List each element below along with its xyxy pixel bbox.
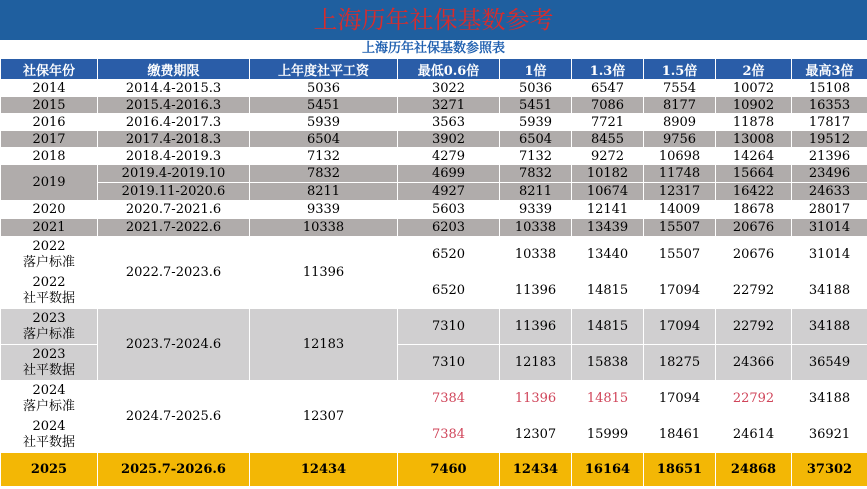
- period-cell: 2017.4-2018.3: [98, 131, 250, 148]
- base-1-3x-cell: 10674: [572, 183, 644, 201]
- base-1-3x-cell: 14815: [572, 273, 644, 309]
- max-cell: 31014: [792, 237, 867, 273]
- max-cell: 34188: [792, 309, 867, 345]
- period-cell: 2022.7-2023.6: [98, 237, 250, 309]
- period-cell: 2024.7-2025.6: [98, 381, 250, 453]
- period-cell: 2021.7-2022.6: [98, 219, 250, 237]
- header-cell[interactable]: 缴费期限: [98, 59, 250, 80]
- base-1x-cell: 8211: [500, 183, 572, 201]
- base-1x-cell: 12307: [500, 417, 572, 453]
- table-row: [1, 201, 867, 219]
- year-label-cell: [1, 309, 98, 345]
- year-text: 2023: [32, 346, 66, 362]
- base-1-3x-cell: 15838: [572, 345, 644, 381]
- min-cell: 3563: [398, 114, 500, 131]
- base-1-3x-cell: 10182: [572, 165, 644, 183]
- header-cell[interactable]: 1.5倍: [644, 59, 716, 80]
- base-2x-cell: 18678: [716, 201, 792, 219]
- base-1-5x-cell: 10698: [644, 148, 716, 165]
- base-1-5x-cell: 17094: [644, 381, 716, 417]
- avg-wage-cell: 5939: [250, 114, 398, 131]
- min-cell: 7310: [398, 345, 500, 381]
- row-type-text: 落户标准: [22, 398, 75, 414]
- base-1-5x-cell: 18461: [644, 417, 716, 453]
- header-cell[interactable]: 1.3倍: [572, 59, 644, 80]
- avg-wage-cell: 11396: [250, 237, 398, 309]
- base-1-5x-cell: 8177: [644, 97, 716, 114]
- base-1x-cell: 12183: [500, 345, 572, 381]
- header-cell[interactable]: 最低0.6倍: [398, 59, 500, 80]
- year-text: 2024: [32, 418, 66, 434]
- base-2x-cell: 22792: [716, 309, 792, 345]
- period-cell: 2019.4-2019.10: [98, 165, 250, 183]
- base-1-5x-cell: 9756: [644, 131, 716, 148]
- year-cell: 2016: [1, 114, 98, 131]
- base-1x-cell: 5036: [500, 80, 572, 97]
- year-label-cell: [1, 381, 98, 417]
- year-cell: 2019: [1, 165, 98, 201]
- min-cell: 5603: [398, 201, 500, 219]
- table-row: [1, 165, 867, 183]
- avg-wage-cell: 6504: [250, 131, 398, 148]
- table-row: [1, 309, 867, 345]
- base-1-5x-cell: 12317: [644, 183, 716, 201]
- period-cell: 2020.7-2021.6: [98, 201, 250, 219]
- row-type-text: 落户标准: [22, 326, 75, 342]
- base-1x-cell: 6504: [500, 131, 572, 148]
- min-cell: 6520: [398, 237, 500, 273]
- min-cell: 3902: [398, 131, 500, 148]
- year-text: 2024: [32, 382, 66, 398]
- row-type-text: 落户标准: [22, 254, 75, 270]
- header-cell[interactable]: 社保年份: [1, 59, 98, 80]
- table-row: [1, 381, 867, 417]
- base-1-5x-cell: 7554: [644, 80, 716, 97]
- avg-wage-cell: 5036: [250, 80, 398, 97]
- base-1-3x-cell: 8455: [572, 131, 644, 148]
- avg-wage-cell: 12434: [250, 453, 398, 487]
- year-cell: 2020: [1, 201, 98, 219]
- base-1x-cell: 11396: [500, 273, 572, 309]
- min-cell: 3022: [398, 80, 500, 97]
- max-cell: 28017: [792, 201, 867, 219]
- avg-wage-cell: 12307: [250, 381, 398, 453]
- header-cell[interactable]: 2倍: [716, 59, 792, 80]
- year-label-cell: [1, 237, 98, 273]
- period-cell: 2025.7-2026.6: [98, 453, 250, 487]
- base-2x-cell: 15664: [716, 165, 792, 183]
- row-type-text: 社平数据: [22, 362, 75, 378]
- table-row: [1, 97, 867, 114]
- min-cell: 7460: [398, 453, 500, 487]
- min-cell: 6203: [398, 219, 500, 237]
- period-cell: 2015.4-2016.3: [98, 97, 250, 114]
- header-cell[interactable]: 最高3倍: [792, 59, 867, 80]
- avg-wage-cell: 9339: [250, 201, 398, 219]
- base-1-5x-cell: 17094: [644, 309, 716, 345]
- base-2x-cell: 24868: [716, 453, 792, 487]
- base-2x-cell: 16422: [716, 183, 792, 201]
- table-row: [1, 219, 867, 237]
- period-cell: 2019.11-2020.6: [98, 183, 250, 201]
- base-2x-cell: 20676: [716, 219, 792, 237]
- table-row: [1, 80, 867, 97]
- max-cell: 15108: [792, 80, 867, 97]
- max-cell: 34188: [792, 381, 867, 417]
- min-cell: 7384: [398, 381, 500, 417]
- base-1-3x-cell: 14815: [572, 309, 644, 345]
- max-cell: 36549: [792, 345, 867, 381]
- base-1x-cell: 9339: [500, 201, 572, 219]
- min-cell: 4927: [398, 183, 500, 201]
- period-cell: 2016.4-2017.3: [98, 114, 250, 131]
- base-2x-cell: 10072: [716, 80, 792, 97]
- base-2x-cell: 24614: [716, 417, 792, 453]
- year-cell: 2018: [1, 148, 98, 165]
- avg-wage-cell: 8211: [250, 183, 398, 201]
- base-1-3x-cell: 14815: [572, 381, 644, 417]
- year-cell: 2025: [1, 453, 98, 487]
- period-cell: 2023.7-2024.6: [98, 309, 250, 381]
- period-cell: 2014.4-2015.3: [98, 80, 250, 97]
- base-1-5x-cell: 17094: [644, 273, 716, 309]
- base-1x-cell: 11396: [500, 309, 572, 345]
- row-type-text: 社平数据: [22, 434, 75, 450]
- base-1-3x-cell: 6547: [572, 80, 644, 97]
- table-row: [1, 114, 867, 131]
- base-1-5x-cell: 11748: [644, 165, 716, 183]
- base-2x-cell: 10902: [716, 97, 792, 114]
- table-row: [1, 183, 867, 201]
- year-cell: 2015: [1, 97, 98, 114]
- base-2x-cell: 24366: [716, 345, 792, 381]
- min-cell: 4279: [398, 148, 500, 165]
- base-1-5x-cell: 14009: [644, 201, 716, 219]
- table-subtitle: 上海历年社保基数参照表: [0, 40, 867, 58]
- min-cell: 6520: [398, 273, 500, 309]
- base-1-5x-cell: 18275: [644, 345, 716, 381]
- base-1-5x-cell: 18651: [644, 453, 716, 487]
- base-1x-cell: 7132: [500, 148, 572, 165]
- year-cell: 2021: [1, 219, 98, 237]
- base-1-3x-cell: 16164: [572, 453, 644, 487]
- base-1x-cell: 10338: [500, 237, 572, 273]
- year-text: 2022: [32, 238, 66, 254]
- base-1-3x-cell: 15999: [572, 417, 644, 453]
- avg-wage-cell: 7832: [250, 165, 398, 183]
- base-2x-cell: 11878: [716, 114, 792, 131]
- base-1-3x-cell: 12141: [572, 201, 644, 219]
- base-1-5x-cell: 8909: [644, 114, 716, 131]
- base-2x-cell: 22792: [716, 273, 792, 309]
- year-label-cell: [1, 417, 98, 453]
- base-1x-cell: 12434: [500, 453, 572, 487]
- base-1-3x-cell: 7086: [572, 97, 644, 114]
- base-1-5x-cell: 15507: [644, 237, 716, 273]
- max-cell: 36921: [792, 417, 867, 453]
- base-1-3x-cell: 9272: [572, 148, 644, 165]
- social-security-base-table: [0, 58, 867, 487]
- avg-wage-cell: 7132: [250, 148, 398, 165]
- max-cell: 19512: [792, 131, 867, 148]
- header-row: [1, 59, 867, 80]
- avg-wage-cell: 5451: [250, 97, 398, 114]
- max-cell: 17817: [792, 114, 867, 131]
- base-1x-cell: 11396: [500, 381, 572, 417]
- avg-wage-cell: 12183: [250, 309, 398, 381]
- year-label-cell: [1, 273, 98, 309]
- row-type-text: 社平数据: [22, 290, 75, 306]
- max-cell: 16353: [792, 97, 867, 114]
- base-1x-cell: 5451: [500, 97, 572, 114]
- table-row: [1, 131, 867, 148]
- min-cell: 7384: [398, 417, 500, 453]
- year-text: 2023: [32, 310, 66, 326]
- year-text: 2022: [32, 274, 66, 290]
- page-title: 上海历年社保基数参考: [0, 0, 867, 40]
- max-cell: 34188: [792, 273, 867, 309]
- header-cell[interactable]: 上年度社平工资: [250, 59, 398, 80]
- table-row: [1, 453, 867, 487]
- avg-wage-cell: 10338: [250, 219, 398, 237]
- base-1-3x-cell: 13440: [572, 237, 644, 273]
- base-2x-cell: 20676: [716, 237, 792, 273]
- max-cell: 24633: [792, 183, 867, 201]
- base-2x-cell: 14264: [716, 148, 792, 165]
- base-1-3x-cell: 7721: [572, 114, 644, 131]
- max-cell: 37302: [792, 453, 867, 487]
- base-1x-cell: 10338: [500, 219, 572, 237]
- base-1-5x-cell: 15507: [644, 219, 716, 237]
- year-cell: 2014: [1, 80, 98, 97]
- base-2x-cell: 22792: [716, 381, 792, 417]
- table-row: [1, 237, 867, 273]
- year-cell: 2017: [1, 131, 98, 148]
- max-cell: 31014: [792, 219, 867, 237]
- base-2x-cell: 13008: [716, 131, 792, 148]
- period-cell: 2018.4-2019.3: [98, 148, 250, 165]
- min-cell: 3271: [398, 97, 500, 114]
- base-1x-cell: 7832: [500, 165, 572, 183]
- base-1x-cell: 5939: [500, 114, 572, 131]
- year-label-cell: [1, 345, 98, 381]
- max-cell: 21396: [792, 148, 867, 165]
- max-cell: 23496: [792, 165, 867, 183]
- base-1-3x-cell: 13439: [572, 219, 644, 237]
- min-cell: 4699: [398, 165, 500, 183]
- table-row: [1, 148, 867, 165]
- header-cell[interactable]: 1倍: [500, 59, 572, 80]
- min-cell: 7310: [398, 309, 500, 345]
